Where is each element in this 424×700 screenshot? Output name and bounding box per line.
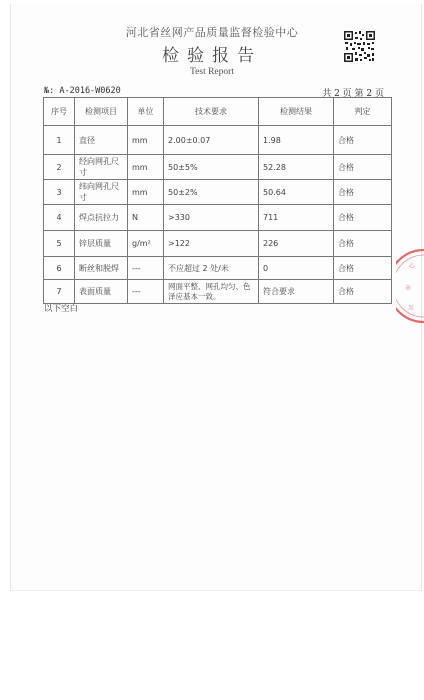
- table-row: [44, 231, 392, 257]
- results-table: [43, 97, 392, 304]
- cell-result: 1.98: [259, 126, 334, 155]
- cell-verdict: 合格: [334, 180, 392, 205]
- cell-item: 表面质量: [75, 280, 128, 304]
- cell-verdict: 合格: [334, 231, 392, 257]
- cell-item: 经向网孔尺寸: [75, 155, 128, 180]
- cell-unit: ---: [128, 280, 164, 304]
- cell-requirement: 50±5%: [164, 155, 259, 180]
- cell-unit: mm: [128, 126, 164, 155]
- cell-unit: mm: [128, 155, 164, 180]
- cell-unit: ---: [128, 257, 164, 280]
- cell-item: 纬向网孔尺寸: [75, 180, 128, 205]
- cell-verdict: 合格: [334, 257, 392, 280]
- table-row: [44, 280, 392, 304]
- qr-code-icon: [343, 30, 376, 63]
- cell-result: 50.64: [259, 180, 334, 205]
- cell-no: 1: [44, 126, 75, 155]
- cell-unit: mm: [128, 180, 164, 205]
- cell-no: 3: [44, 180, 75, 205]
- cell-verdict: 合格: [334, 280, 392, 304]
- cell-requirement: 50±2%: [164, 180, 259, 205]
- table-row: [44, 257, 392, 280]
- header-requirement: 技术要求: [164, 98, 259, 126]
- cell-result: 711: [259, 205, 334, 231]
- report-number: №: A-2016-W0620: [44, 86, 121, 96]
- page-subtitle: Test Report: [190, 67, 234, 77]
- cell-requirement: 2.00±0.07: [164, 126, 259, 155]
- svg-text:章: 章: [405, 285, 412, 292]
- cell-item: 锌层质量: [75, 231, 128, 257]
- cell-no: 6: [44, 257, 75, 280]
- cell-result: 52.28: [259, 155, 334, 180]
- cell-item: 断丝和脱焊: [75, 257, 128, 280]
- header-verdict: 判定: [334, 98, 392, 126]
- cell-no: 5: [44, 231, 75, 257]
- cell-verdict: 合格: [334, 126, 392, 155]
- table-row: [44, 126, 392, 155]
- cell-item: 直径: [75, 126, 128, 155]
- table-row: [44, 205, 392, 231]
- cell-unit: g/m²: [128, 231, 164, 257]
- cell-no: 2: [44, 155, 75, 180]
- header-item: 检测项目: [75, 98, 128, 126]
- official-seal-stamp: [396, 246, 424, 326]
- cell-item: 焊点抗拉力: [75, 205, 128, 231]
- cell-unit: N: [128, 205, 164, 231]
- page-info: 共 2 页 第 2 页: [322, 89, 384, 99]
- header-result: 检测结果: [259, 98, 334, 126]
- svg-text:用: 用: [408, 305, 415, 312]
- header-unit: 单位: [128, 98, 164, 126]
- cell-requirement: 不应超过 2 处/米: [164, 257, 259, 280]
- table-row: [44, 155, 392, 180]
- cell-no: 4: [44, 205, 75, 231]
- table-row: [44, 180, 392, 205]
- cell-result: 符合要求: [259, 280, 334, 304]
- svg-text:心: 心: [409, 263, 416, 270]
- cell-verdict: 合格: [334, 205, 392, 231]
- page-title: 检验报告: [162, 46, 262, 66]
- organization-name: 河北省丝网产品质量监督检验中心: [125, 26, 299, 39]
- cell-requirement: >330: [164, 205, 259, 231]
- cell-verdict: 合格: [334, 155, 392, 180]
- cell-requirement: 网面平整、网孔均匀、色泽应基本一致。: [164, 280, 259, 304]
- header-no: 序号: [44, 98, 75, 126]
- cell-no: 7: [44, 280, 75, 304]
- end-note: 以下空白: [44, 304, 79, 314]
- table-header-row: [44, 98, 392, 126]
- cell-result: 0: [259, 257, 334, 280]
- cell-result: 226: [259, 231, 334, 257]
- cell-requirement: >122: [164, 231, 259, 257]
